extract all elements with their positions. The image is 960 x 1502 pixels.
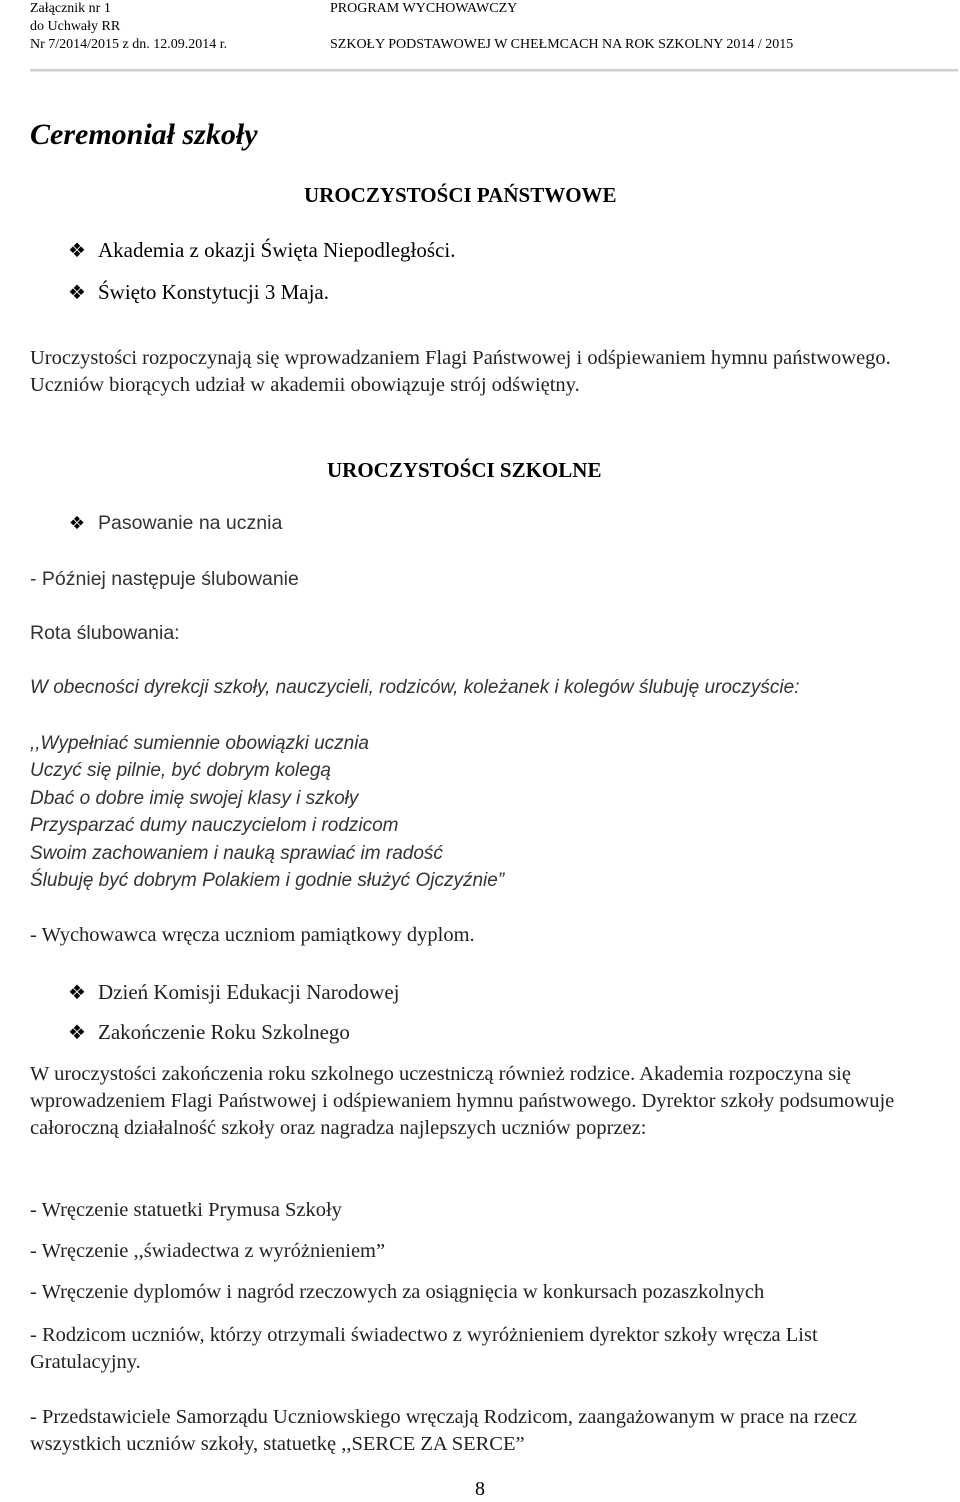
diamond-dots-icon: ❖	[68, 240, 86, 262]
paragraph-state: Uroczystości rozpoczynają się wprowadzaniem Flagi Państwowej i odśpiewaniem hymnu państwowego. Uczniów biorących udział w akademii obowiązuje strój odświętny.	[30, 347, 891, 396]
list-item-text: Zakończenie Roku Szkolnego	[98, 1020, 350, 1044]
diamond-dots-icon: ❖	[68, 513, 86, 534]
header-left	[30, 0, 227, 54]
oath-line: Przysparzać dumy nauczycielom i rodzicom	[30, 815, 399, 837]
ceremony-line: - Później następuje ślubowanie	[30, 568, 299, 590]
award-line: - Rodzicom uczniów, którzy otrzymali świadectwo z wyróżnieniem dyrektor szkoły wręcza List Gratulacyjny.	[30, 1324, 818, 1373]
list-item-text: Święto Konstytucji 3 Maja.	[98, 280, 329, 304]
diamond-dots-icon: ❖	[68, 982, 86, 1004]
header-left-line: Załącznik nr 1	[30, 1, 111, 16]
award-line: - Przedstawiciele Samorządu Uczniowskiego wręczają Rodzicom, zaangażowanym w prace na rzecz wszystkich uczniów szkoły, statuetkę ,,SERCE ZA SERCE”	[30, 1406, 858, 1455]
award-line: - Wręczenie ,,świadectwa z wyróżnieniem”	[30, 1240, 386, 1262]
list-item-text: Pasowanie na ucznia	[98, 512, 283, 534]
list-item	[66, 238, 455, 263]
oath-line: Uczyć się pilnie, być dobrym kolegą	[30, 760, 331, 782]
header-right-line: SZKOŁY PODSTAWOWEJ W CHEŁMCACH NA ROK SZKOLNY 2014 / 2015	[330, 37, 794, 52]
section-heading-state: UROCZYSTOŚCI PAŃSTWOWE	[304, 183, 617, 207]
header-left-line: Nr 7/2014/2015 z dn. 12.09.2014 r.	[30, 37, 228, 52]
header-left-line: do Uchwały RR	[30, 19, 121, 34]
oath-line: ,,Wypełniać sumiennie obowiązki ucznia	[30, 733, 369, 754]
oath-text	[30, 730, 504, 894]
end-paragraph: W uroczystości zakończenia roku szkolnego uczestniczą również rodzice. Akademia rozpoczyna się wprowadzeniem Flagi Państwowej i odśpiewaniem hymnu państwowego. Dyrektor szkoły podsumowuje całoroczną działalność szkoły oraz nagradza najlepszych uczniów poprzez:	[30, 1063, 895, 1139]
oath-line: Dbać o dobre imię swojej klasy i szkoły	[30, 787, 359, 809]
list-item	[66, 280, 329, 305]
diamond-dots-icon: ❖	[68, 1022, 86, 1044]
diploma-line: - Wychowawca wręcza uczniom pamiątkowy dyplom.	[30, 924, 475, 946]
page-title: Ceremoniał szkoły	[30, 118, 258, 151]
oath-line: Swoim zachowaniem i nauką sprawiać im radość	[30, 842, 443, 864]
list-item	[66, 1020, 350, 1045]
header-right-line: PROGRAM WYCHOWAWCZY	[330, 1, 518, 16]
list-item	[66, 512, 282, 535]
list-item-text: Akademia z okazji Święta Niepodległości.	[98, 238, 456, 262]
oath-line: Ślubuję być dobrym Polakiem i godnie służyć Ojczyźnie”	[30, 870, 505, 892]
award-line: - Wręczenie dyplomów i nagród rzeczowych za osiągnięcia w konkursach pozaszkolnych	[30, 1281, 765, 1303]
header-divider	[30, 69, 958, 72]
rota-label: Rota ślubowania:	[30, 622, 180, 644]
oath-intro: W obecności dyrekcji szkoły, nauczycieli, rodziców, koleżanek i kolegów ślubuję uroczyście:	[30, 677, 800, 698]
section-heading-school: UROCZYSTOŚCI SZKOLNE	[327, 458, 602, 482]
diamond-dots-icon: ❖	[68, 282, 86, 304]
award-line: - Wręczenie statuetki Prymusa Szkoły	[30, 1199, 342, 1221]
header-right	[330, 0, 793, 54]
list-item	[66, 980, 400, 1005]
page-number: 8	[475, 1478, 485, 1500]
list-item-text: Dzień Komisji Edukacji Narodowej	[98, 980, 400, 1004]
